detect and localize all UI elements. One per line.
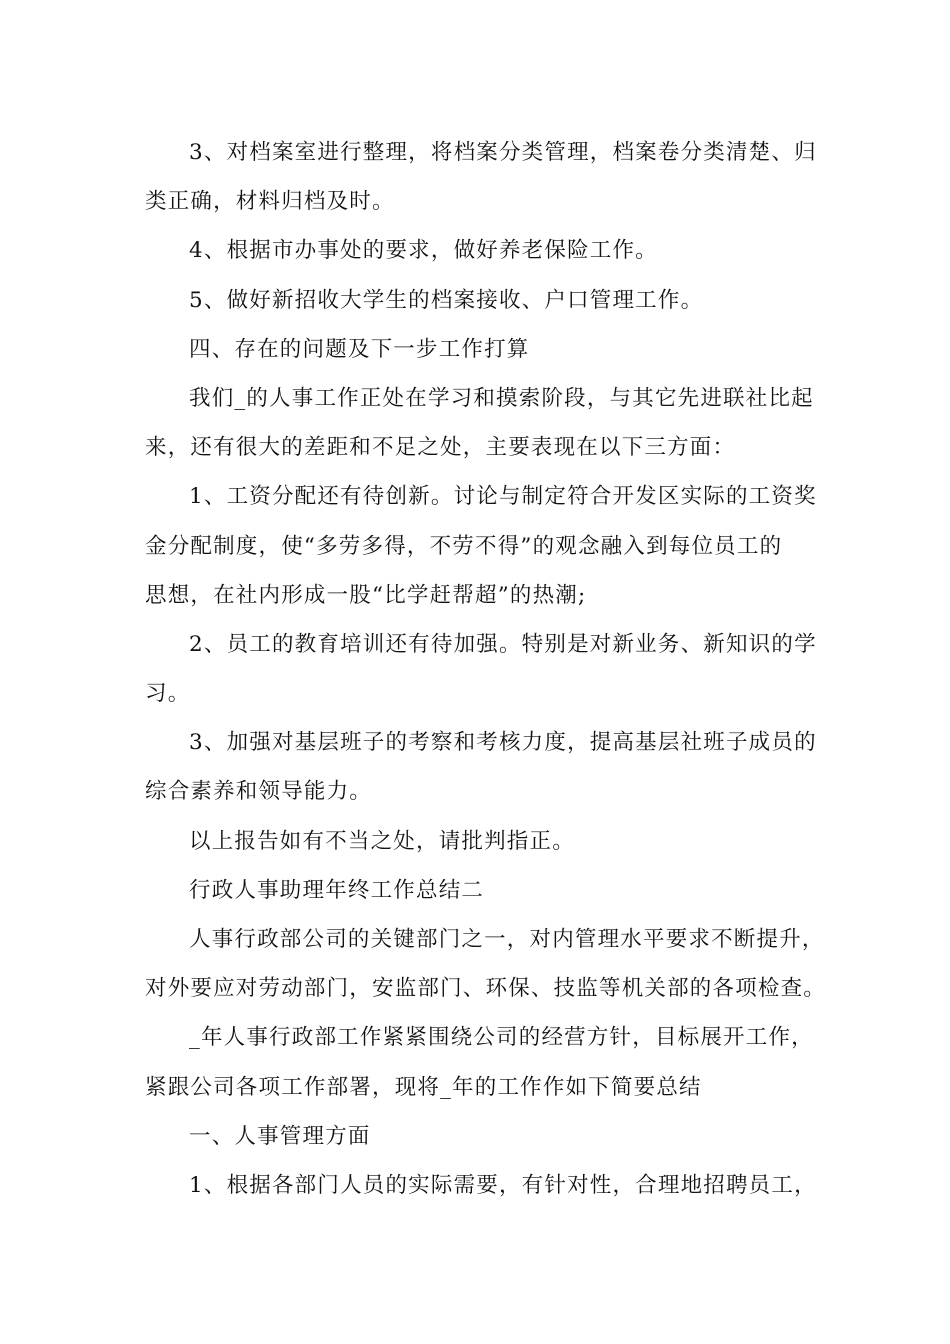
text-line: 3、对档案室进行整理，将档案分类管理，档案卷分类清楚、归 (189, 140, 817, 165)
text-line: 紧跟公司各项工作部署，现将_年的工作作如下简要总结 (145, 1074, 702, 1100)
text-line: 类正确，材料归档及时。 (145, 189, 395, 215)
text-line: 人事行政部公司的关键部门之一，对内管理水平要求不断提升， (189, 927, 825, 952)
text-line: 金分配制度，使“多劳多得，不劳不得”的观念融入到每位员工的 (145, 533, 783, 559)
section-heading: 四、存在的问题及下一步工作打算 (189, 336, 530, 362)
text-line: 4、根据市办事处的要求，做好养老保险工作。 (189, 238, 658, 264)
text-line: 2、员工的教育培训还有待加强。特别是对新业务、新知识的学 (189, 631, 817, 657)
text-line: 1、根据各部门人员的实际需要，有针对性，合理地招聘员工， (189, 1172, 817, 1198)
section-heading: 一、人事管理方面 (189, 1123, 371, 1149)
text-line: _年人事行政部工作紧紧围绕公司的经营方针，目标展开工作， (189, 1025, 814, 1051)
text-line: 以上报告如有不当之处，请批判指正。 (189, 828, 575, 854)
text-line: 5、做好新招收大学生的档案接收、户口管理工作。 (189, 287, 704, 313)
document-body (145, 128, 835, 1210)
text-line: 1、工资分配还有待创新。讨论与制定符合开发区实际的工资奖 (189, 484, 817, 510)
text-line: 对外要应对劳动部门，安监部门、环保、技监等机关部的各项检查。 (145, 976, 827, 1002)
text-line: 3、加强对基层班子的考察和考核力度，提高基层社班子成员的 (189, 730, 817, 756)
text-line: 来，还有很大的差距和不足之处，主要表现在以下三方面： (145, 435, 736, 461)
document-subtitle: 行政人事助理年终工作总结二 (189, 877, 485, 903)
text-line: 综合素养和领导能力。 (145, 779, 373, 805)
text-line: 思想，在社内形成一股“比学赶帮超”的热潮; (145, 582, 587, 608)
text-line: 我们_的人事工作正处在学习和摸索阶段，与其它先进联社比起 (189, 385, 814, 411)
text-line: 习。 (145, 681, 191, 707)
